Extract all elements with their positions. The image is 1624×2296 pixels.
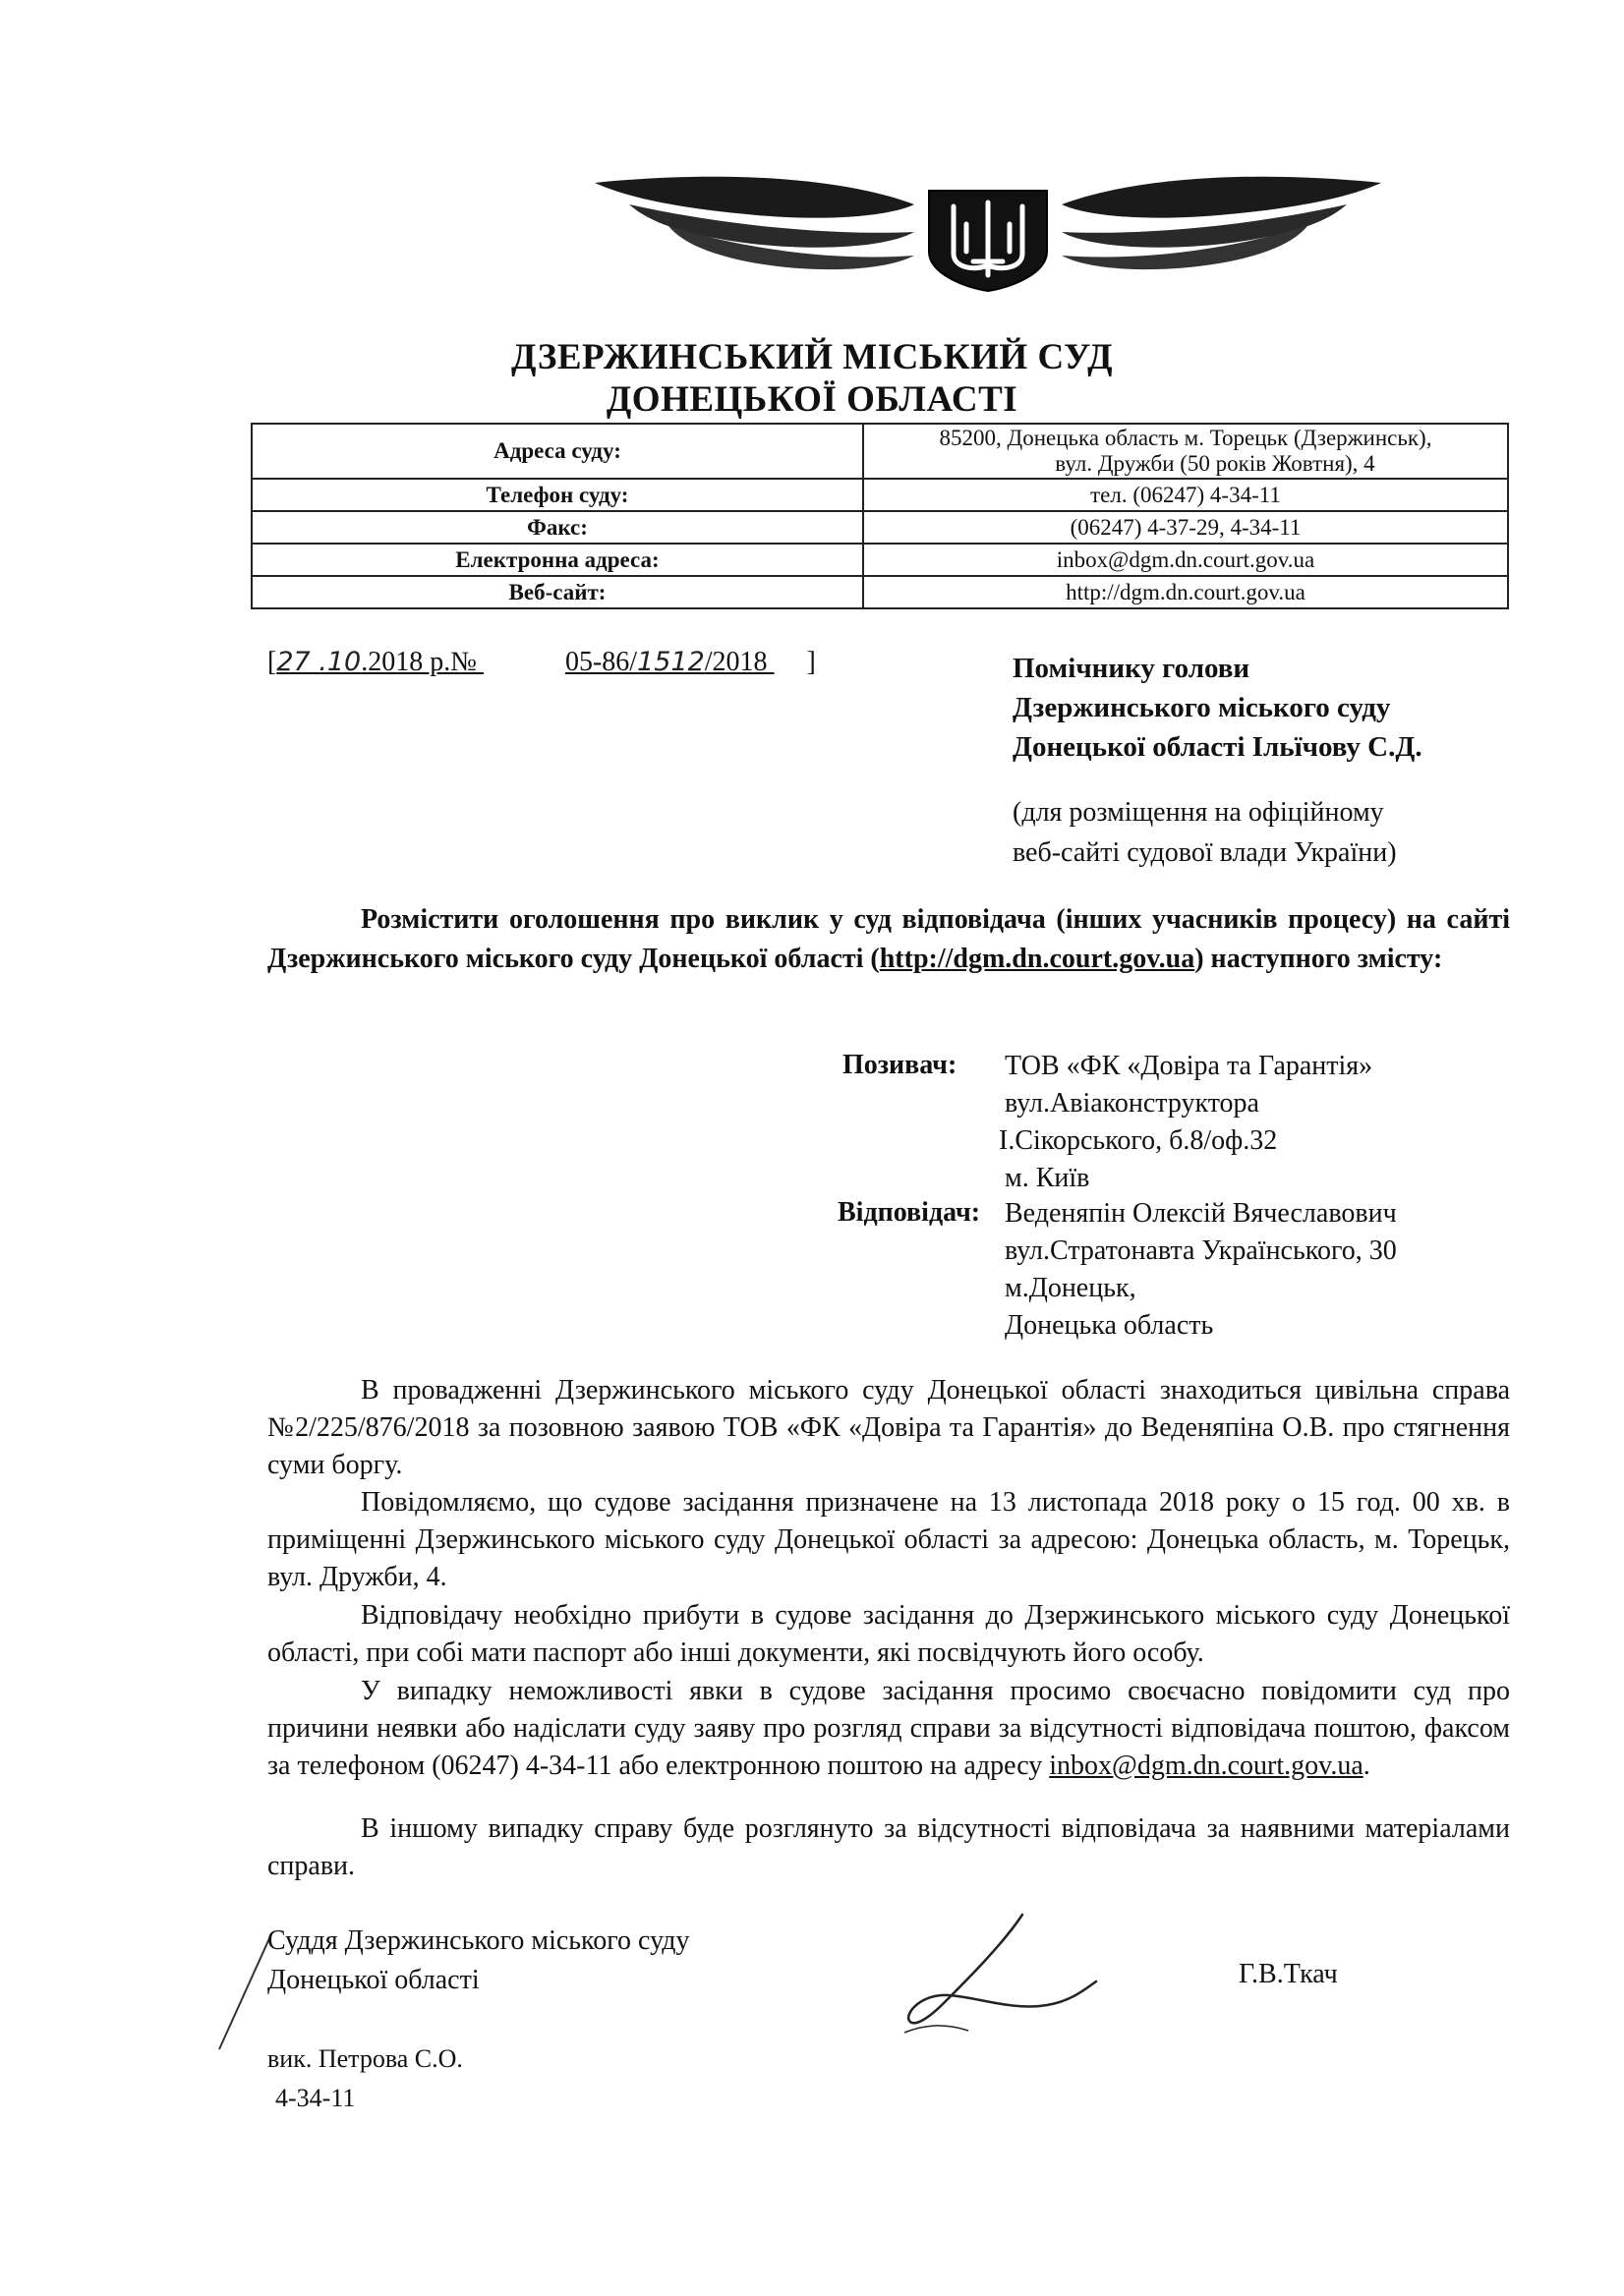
addressee-line3: Донецької області Ільїчову С.Д. <box>1013 731 1422 763</box>
addressee <box>1013 649 1422 767</box>
plaintiff-label: Позивач: <box>842 1050 957 1080</box>
default-paragraph: В іншому випадку справу буде розглянуто за відсутності відповідача за наявними матеріалами справи. <box>267 1813 1510 1881</box>
defendant-line3: м.Донецьк, <box>1005 1273 1136 1303</box>
address-line2: вул. Дружби (50 років Жовтня), 4 <box>1055 451 1375 476</box>
close-bracket: ] <box>806 647 816 677</box>
address-line1: 85200, Донецька область м. Торецьк (Дзержинськ), <box>939 426 1432 450</box>
plaintiff-details <box>999 1048 1373 1197</box>
plaintiff-line3: І.Сікорського, б.8/оф.32 <box>999 1125 1278 1156</box>
table-row <box>252 544 1508 576</box>
handwritten-signature <box>875 1895 1111 2042</box>
absence-paragraph <box>267 1673 1510 1785</box>
table-row <box>252 576 1508 608</box>
absence-text: У випадку неможливості явки в судове засідання просимо своєчасно повідомити суд про причини неявки або надіслати суду заяву про розгляд справи за відсутності відповідача поштою, факсом за телефоном (06247) 4-34-11 або електронною поштою на адресу <box>267 1676 1510 1781</box>
court-name-line2: ДОНЕЦЬКОЇ ОБЛАСТІ <box>606 379 1018 420</box>
note-line1: (для розміщення на офіційному <box>1013 797 1384 828</box>
executor-info <box>267 2039 463 2118</box>
addressee-note <box>1013 792 1397 873</box>
table-row <box>252 424 1508 479</box>
executor-name: вик. Петрова С.О. <box>267 2044 463 2073</box>
publication-request <box>267 900 1510 979</box>
court-name-line1: ДЗЕРЖИНСЬКИЙ МІСЬКИЙ СУД <box>510 337 1114 377</box>
case-paragraph: В провадженні Дзержинського міського суду Донецької області знаходиться цивільна справа №2/225/876/2018 за позовною заявою ТОВ «ФК «Довіра та Гарантія» до Веденяпіна О.В. про стягнення суми боргу. <box>267 1375 1510 1480</box>
note-line2: веб-сайті судової влади України) <box>1013 837 1397 868</box>
attendance-paragraph: Відповідачу необхідно прибути в судове засідання до Дзержинського міського суду Донецької області, при собі мати паспорт або інші документи, які посвідчують його особу. <box>267 1600 1510 1668</box>
executor-phone: 4-34-11 <box>275 2084 356 2112</box>
table-row <box>252 479 1508 511</box>
phone-label: Телефон суду: <box>252 479 863 511</box>
handwritten-number: 1512 <box>637 647 705 677</box>
hearing-paragraph: Повідомляємо, що судове засідання призначене на 13 листопада 2018 року о 15 год. 00 хв. в приміщенні Дзержинського міського суду Донецької області за адресою: Донецька область, м. Торецьк, вул. Дружби, 4. <box>267 1487 1510 1592</box>
plaintiff-line4: м. Київ <box>1005 1163 1090 1193</box>
fax-value: (06247) 4-37-29, 4-34-11 <box>863 511 1508 544</box>
phone-value: тел. (06247) 4-34-11 <box>863 479 1508 511</box>
court-website-link[interactable]: http://dgm.dn.court.gov.ua <box>879 944 1195 974</box>
registration-number <box>267 647 816 678</box>
intro-text: Розмістити оголошення про виклик у суд відповідача (інших учасників процесу) на сайті Дзержинського міського суду Донецької області ( <box>267 904 1510 974</box>
defendant-line4: Донецька область <box>1005 1310 1214 1341</box>
court-contacts-table <box>251 423 1509 609</box>
open-bracket: [ <box>267 647 277 677</box>
table-row <box>252 511 1508 544</box>
address-value <box>863 424 1508 479</box>
addressee-line2: Дзержинського міського суду <box>1013 692 1391 723</box>
address-label: Адреса суду: <box>252 424 863 479</box>
number-suffix: /2018 <box>704 647 768 677</box>
judge-position <box>267 1922 690 2000</box>
court-email-link[interactable]: inbox@dgm.dn.court.gov.ua <box>1049 1751 1363 1781</box>
date-suffix: .2018 р.№ <box>361 647 477 677</box>
handwritten-date: 27 .10 <box>276 647 362 677</box>
fax-label: Факс: <box>252 511 863 544</box>
website-value: http://dgm.dn.court.gov.ua <box>863 576 1508 608</box>
defendant-details <box>1005 1195 1397 1345</box>
trident-coat-of-arms-emblem <box>590 165 1386 293</box>
judge-name: Г.В.Ткач <box>1239 1959 1338 1989</box>
intro-text-end: ) наступного змісту: <box>1194 944 1443 974</box>
email-label: Електронна адреса: <box>252 544 863 576</box>
defendant-label: Відповідач: <box>838 1197 981 1228</box>
email-value: inbox@dgm.dn.court.gov.ua <box>863 544 1508 576</box>
number-prefix: 05-86/ <box>564 647 638 677</box>
judge-position-line1: Суддя Дзержинського міського суду <box>267 1925 690 1956</box>
plaintiff-line2: вул.Авіаконструктора <box>1005 1088 1259 1119</box>
absence-text-end: . <box>1363 1751 1370 1781</box>
defendant-line2: вул.Стратонавта Українського, 30 <box>1005 1235 1397 1266</box>
website-label: Веб-сайт: <box>252 576 863 608</box>
judge-position-line2: Донецької області <box>267 1965 480 1995</box>
addressee-line1: Помічнику голови <box>1013 653 1250 684</box>
defendant-line1: Веденяпін Олексій Вячеславович <box>1005 1198 1397 1229</box>
plaintiff-line1: ТОВ «ФК «Довіра та Гарантія» <box>1005 1051 1373 1081</box>
